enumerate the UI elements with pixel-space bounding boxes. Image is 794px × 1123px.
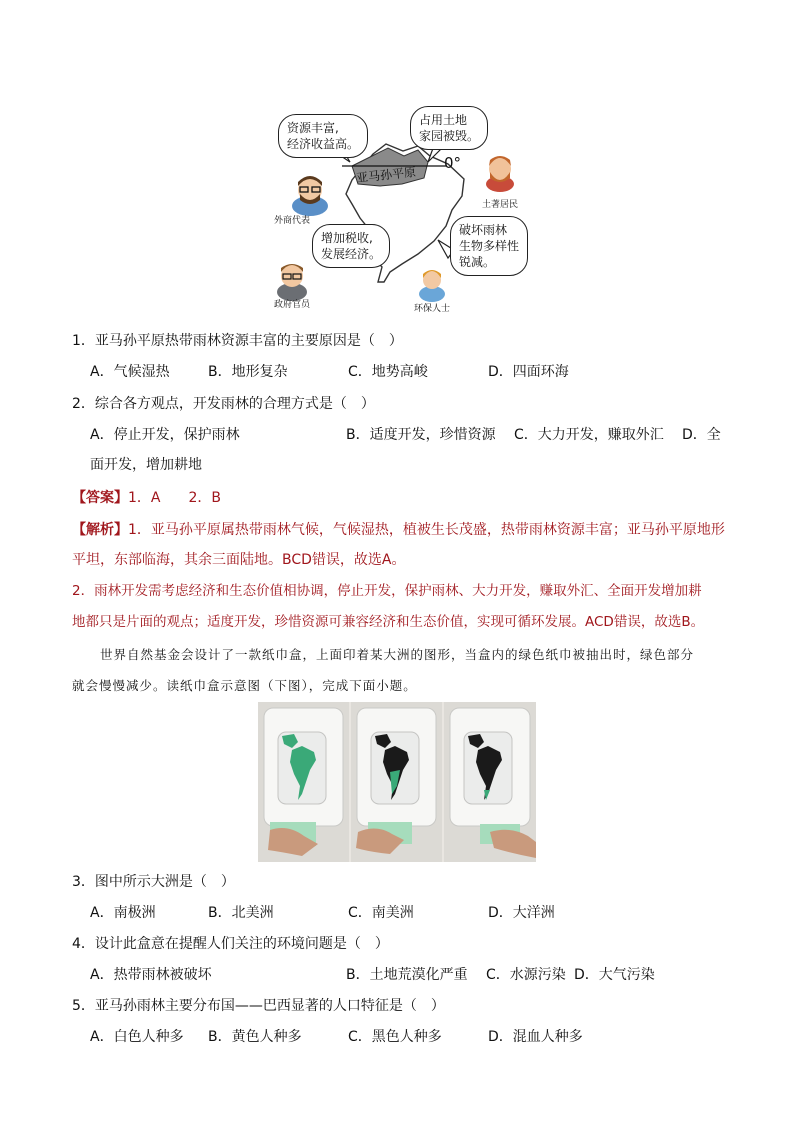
answer-text: 1．A 2．B [128,490,221,506]
question-2-stem: 2．综合各方观点，开发雨林的合理方式是（ ） [72,396,375,412]
environmentalist-avatar [419,270,445,302]
environmentalist-bubble: 破坏雨林 生物多样性 锐减。 [450,216,528,276]
q1-option-c: C．地势高峻 [348,364,428,380]
environmentalist-caption: 环保人士 [414,304,451,314]
question-4-stem: 4．设计此盒意在提醒人们关注的环境问题是（ ） [72,936,389,952]
tissue-box-panel-2 [351,702,442,862]
equator-label: 0° [444,154,462,172]
question-5-stem: 5．亚马孙雨林主要分布国——巴西显著的人口特征是（ ） [72,998,445,1014]
q4-option-d: D．大气污染 [574,967,655,983]
native-resident-bubble: 占用土地 家园被毁。 [410,106,488,150]
q3-option-d: D．大洋洲 [488,905,555,921]
q5-option-b: B．黄色人种多 [208,1029,302,1045]
q1-option-b: B．地形复杂 [208,364,288,380]
q3-option-b: B．北美洲 [208,905,274,921]
q1-option-d: D．四面环海 [488,364,569,380]
q1-option-a: A．气候湿热 [90,364,170,380]
foreign-rep-caption: 外商代表 [274,216,311,226]
q5-option-d: D．混血人种多 [488,1029,583,1045]
answer-label: 【答案】 [72,490,128,506]
q2-option-a: A．停止开发，保护雨林 [90,427,240,443]
answer-line [72,488,221,508]
analysis-line-1: 【解析】1．亚马孙平原属热带雨林气候，气候湿热，植被生长茂盛，热带雨林资源丰富；亚马孙平原地形 [72,522,725,538]
question-3-stem: 3．图中所示大洲是（ ） [72,874,235,890]
q4-option-c: C．水源污染 [486,967,566,983]
native-resident-avatar [486,156,514,192]
analysis-label: 【解析】 [72,522,128,538]
government-official-avatar [277,264,307,301]
q4-option-a: A．热带雨林被破坏 [90,967,212,983]
analysis-line-2: 平坦，东部临海，其余三面陆地。BCD错误，故选A。 [72,552,406,568]
native-resident-caption: 土著居民 [482,200,519,210]
foreign-rep-bubble: 资源丰富, 经济收益高。 [278,114,368,158]
government-official-bubble: 增加税收, 发展经济。 [312,224,390,268]
intro-line-2: 就会慢慢减少。读纸巾盒示意图（下图），完成下面小题。 [72,679,417,693]
map-region-label: 亚马孙平原 [355,164,417,186]
tissue-box-panel-3 [444,702,536,862]
q5-option-c: C．黑色人种多 [348,1029,442,1045]
foreign-rep-avatar [292,176,328,216]
q3-option-c: C．南美洲 [348,905,414,921]
tissue-box-panel-1 [258,702,349,862]
amazon-opinions-figure [268,104,538,316]
q4-option-b: B．土地荒漠化严重 [346,967,468,983]
government-official-caption: 政府官员 [274,300,311,310]
q2-option-c: C．大力开发，赚取外汇 [514,427,664,443]
q5-option-a: A．白色人种多 [90,1029,184,1045]
intro-line-1: 世界自然基金会设计了一款纸巾盒，上面印着某大洲的图形，当盒内的绿色纸巾被抽出时，绿色部分 [100,648,695,662]
tissue-box-photo [258,702,536,862]
question-1-stem: 1．亚马孙平原热带雨林资源丰富的主要原因是（ ） [72,333,403,349]
analysis-line-3: 2．雨林开发需考虑经济和生态价值相协调，停止开发，保护雨林、大力开发，赚取外汇、全面开发增加耕 [72,583,702,599]
q3-option-a: A．南极洲 [90,905,156,921]
q2-option-b: B．适度开发，珍惜资源 [346,427,496,443]
q2-option-d-continued: 面开发，增加耕地 [90,457,202,473]
q2-option-d: D．全 [682,427,721,443]
analysis-line-4: 地都只是片面的观点；适度开发，珍惜资源可兼容经济和生态价值，实现可循环发展。ACD错误，故选B。 [72,614,705,630]
